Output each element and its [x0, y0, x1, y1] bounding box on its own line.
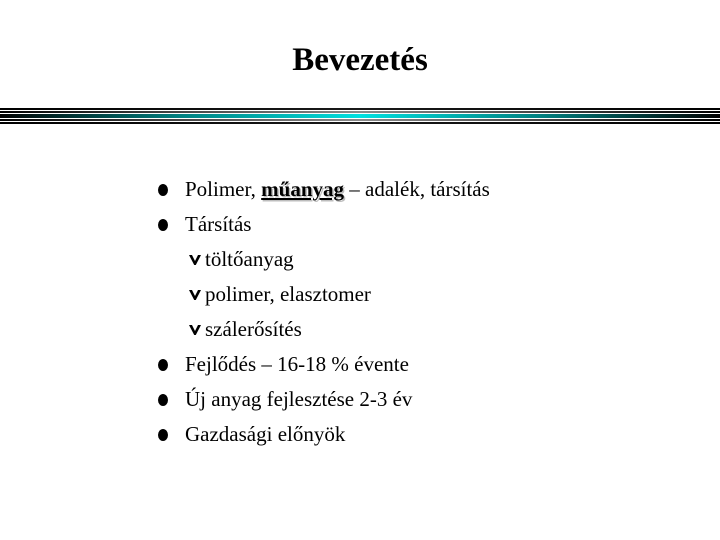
filled-circle-bullet-icon — [158, 394, 168, 406]
title-divider — [0, 108, 720, 126]
list-item-polimer — [158, 172, 490, 207]
item-text-emphasis: műanyag — [261, 177, 345, 201]
list-item-tarsitas — [158, 207, 490, 242]
sub-item-text: szálerősítés — [205, 317, 302, 341]
sub-list-item-szalerosites — [158, 312, 490, 347]
divider-line-1 — [0, 108, 720, 110]
sub-list-item-toltoanyag — [158, 242, 490, 277]
list-item-fejlodes — [158, 347, 490, 382]
list-item-gazdasagi — [158, 417, 490, 452]
item-text: Gazdasági előnyök — [185, 422, 346, 446]
divider-line-4 — [0, 119, 720, 121]
divider-line-5 — [0, 122, 720, 124]
sub-list-item-polimer-elasztomer — [158, 277, 490, 312]
filled-circle-bullet-icon — [158, 429, 168, 441]
item-text: Társítás — [185, 212, 252, 236]
item-text-suffix: – adalék, társítás — [344, 177, 490, 201]
sub-item-text: töltőanyag — [205, 247, 294, 271]
item-text-prefix: Polimer, — [185, 177, 262, 201]
filled-circle-bullet-icon — [158, 359, 168, 371]
list-item-uj-anyag — [158, 382, 490, 417]
item-text: Új anyag fejlesztése 2-3 év — [185, 387, 413, 411]
divider-line-2 — [0, 111, 720, 113]
sub-item-text: polimer, elasztomer — [205, 282, 371, 306]
bullet-list — [158, 172, 490, 452]
filled-circle-bullet-icon — [158, 184, 168, 196]
slide-title: Bevezetés — [292, 42, 428, 78]
item-text: Fejlődés – 16-18 % évente — [185, 352, 409, 376]
divider-line-3 — [0, 114, 720, 118]
filled-circle-bullet-icon — [158, 219, 168, 231]
